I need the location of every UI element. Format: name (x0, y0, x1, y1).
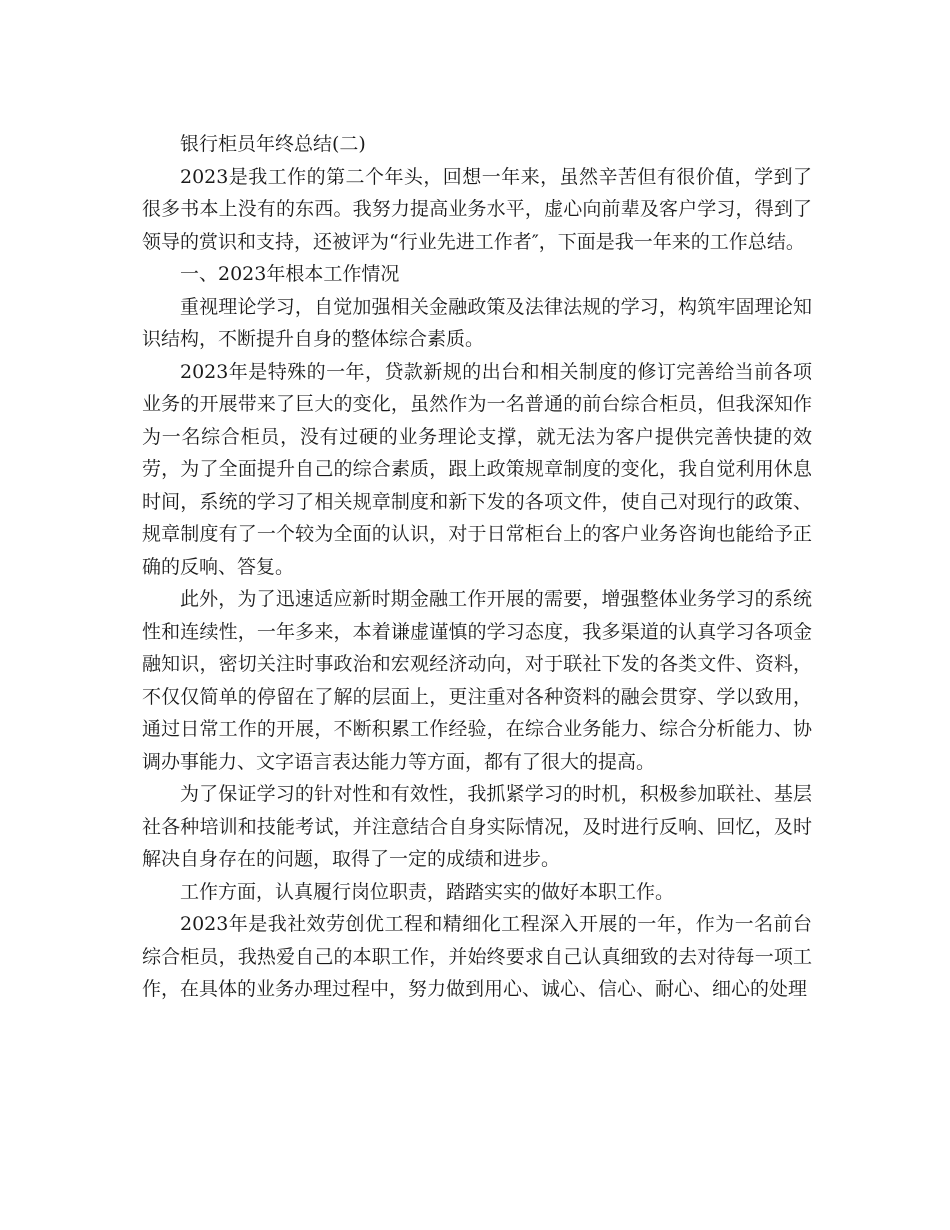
financial-knowledge-paragraph: 此外，为了迅速适应新时期金融工作开展的需要，增强整体业务学习的系统性和连续性，一年多来，本着谦虚谨慎的学习态度，我多渠道的认真学习各项金融知识，密切关注时事政治和宏观经济动向，对于联社下发的各类文件、资料，不仅仅简单的停留在了解的层面上，更注重对各种资料的融会贯穿、学以致用，通过日常工作的开展，不断积累工作经验，在综合业务能力、综合分析能力、协调办事能力、文字语言表达能力等方面，都有了很大的提高。 (142, 588, 812, 773)
section-heading-1: 一、2023年根本工作情况 (180, 263, 400, 285)
document-title: 银行柜员年终总结(二) (180, 133, 366, 155)
document-body (142, 128, 812, 1006)
regulations-study-paragraph: 2023年是特殊的一年，贷款新规的出台和相关制度的修订完善给当前各项业务的开展带来了巨大的变化，虽然作为一名普通的前台综合柜员，但我深知作为一名综合柜员，没有过硬的业务理论支撑，就无法为客户提供完善快捷的效劳，为了全面提升自己的综合素质，跟上政策规章制度的变化，我自觉利用休息时间，系统的学习了相关规章制度和新下发的各项文件，使自己对现行的政策、规章制度有了一个较为全面的认识，对于日常柜台上的客户业务咨询也能给予正确的反响、答复。 (142, 360, 812, 578)
work-duties-paragraph: 工作方面，认真履行岗位职责，踏踏实实的做好本职工作。 (180, 880, 675, 903)
theory-study-paragraph: 重视理论学习，自觉加强相关金融政策及法律法规的学习，构筑牢固理论知识结构，不断提升自身的整体综合素质。 (142, 295, 812, 350)
intro-paragraph: 2023是我工作的第二个年头，回想一年来，虽然辛苦但有很价值，学到了很多书本上没有的东西。我努力提高业务水平，虚心向前辈及客户学习，得到了领导的赏识和支持，还被评为“行业先进工作者″，下面是我一年来的工作总结。 (142, 165, 812, 253)
training-paragraph: 为了保证学习的针对性和有效性，我抓紧学习的时机，积极参加联社、基层社各种培训和技能考试，并注意结合自身实际情况，及时进行反响、回忆，及时解决自身存在的问题，取得了一定的成绩和进步。 (142, 783, 812, 870)
service-excellence-paragraph: 2023年是我社效劳创优工程和精细化工程深入开展的一年，作为一名前台综合柜员，我热爱自己的本职工作，并始终要求自己认真细致的去对待每一项工作，在具体的业务办理过程中，努力做到用心、诚心、信心、耐心、细心的处理 (142, 913, 812, 1000)
